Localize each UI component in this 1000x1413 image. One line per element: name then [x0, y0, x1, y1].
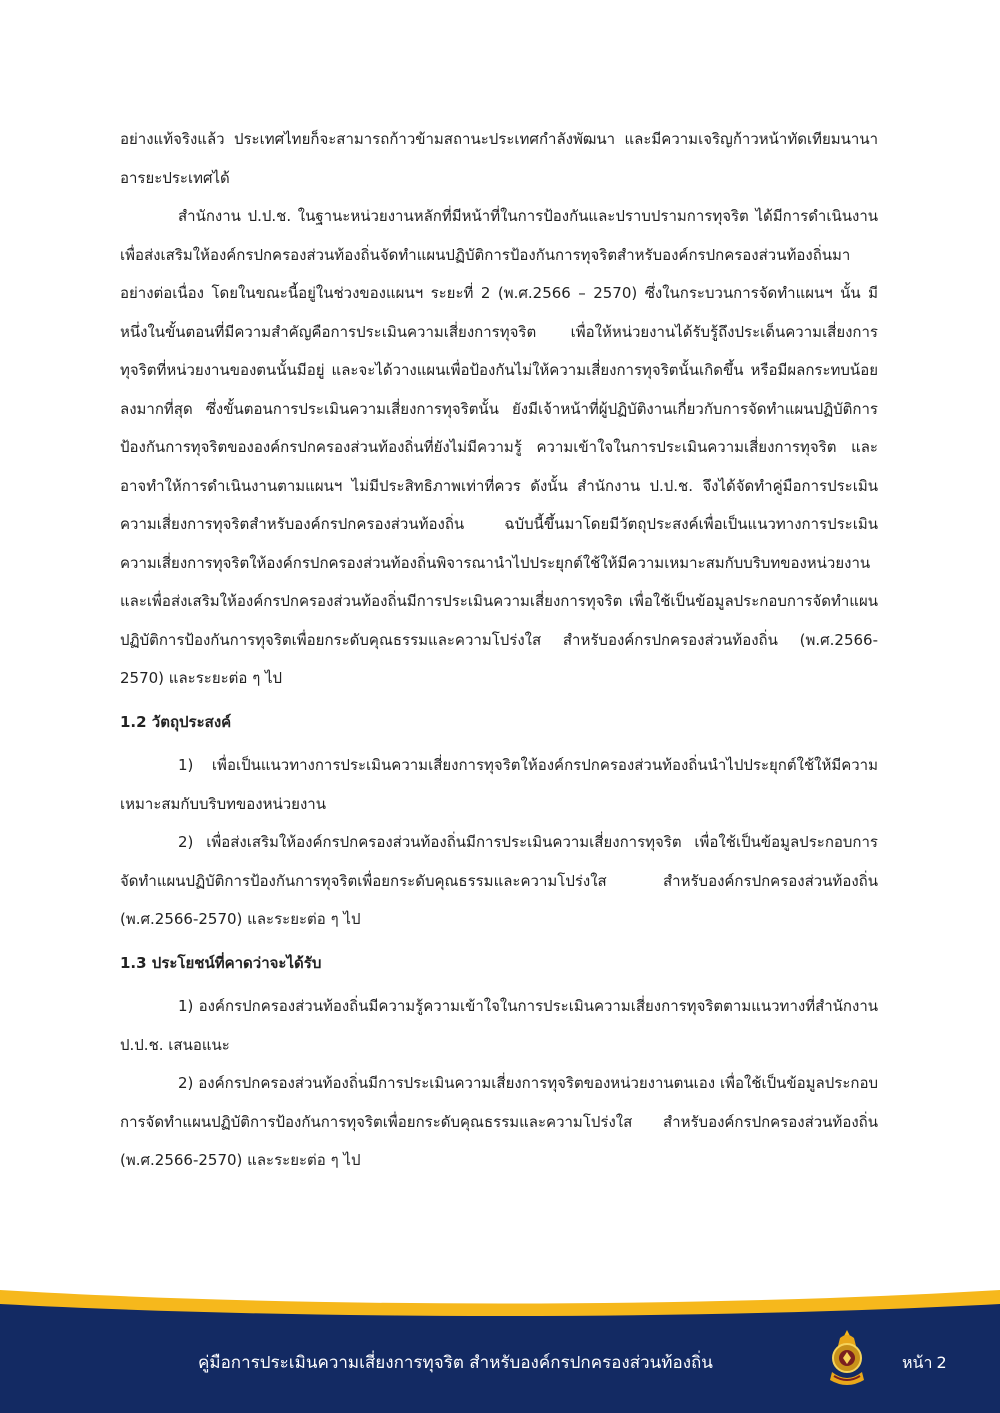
page-number-value: 2 [936, 1353, 947, 1372]
page-label-text: หน้า [902, 1353, 933, 1372]
nacc-seal-icon [822, 1328, 872, 1392]
benefit-item: 1) องค์กรปกครองส่วนท้องถิ่นมีความรู้ความเข้าใจในการประเมินความเสี่ยงการทุจริตตามแนวทางที่สำนักงาน ป.ป.ช. เสนอแนะ [120, 997, 878, 1054]
background-paragraph: สำนักงาน ป.ป.ช. ในฐานะหน่วยงานหลักที่มีหน้าที่ในการป้องกันและปราบปรามการทุจริต ได้มีการดำเนินงานเพื่อส่งเสริมให้องค์กรปกครองส่วนท้องถิ่นจัดทำแผนปฏิบัติการป้องกันการทุจริตสำหรับองค์กรปกครองส่วนท้องถิ่นมาอย่างต่อเนื่อง โดยในขณะนี้อยู่ในช่วงของแผนฯ ระยะที่ 2 (พ.ศ.2566 – 2570) ซึ่งในกระบวนการจัดทำแผนฯ นั้น มีหนึ่งในขั้นตอนที่มีความสำคัญคือการประเมินความเสี่ยงการทุจริต เพื่อให้หน่วยงานได้รับรู้ถึงประเด็นความเสี่ยงการทุจริตที่หน่วยงานของตนนั้นมีอยู่ และจะได้วางแผนเพื่อป้องกันไม่ให้ความเสี่ยงการทุจริตนั้นเกิดขึ้น หรือมีผลกระทบน้อยลงมากที่สุด ซึ่งขั้นตอนการประเมินความเสี่ยงการทุจริตนั้น ยังมีเจ้าหน้าที่ผู้ปฏิบัติงานเกี่ยวกับการจัดทำแผนปฏิบัติการป้องกันการทุจริตขององค์กรปกครองส่วนท้องถิ่นที่ยังไม่มีความรู้ ความเข้าใจในการประเมินความเสี่ยงการทุจริต และอาจทำให้การดำเนินงานตามแผนฯ ไม่มีประสิทธิภาพเท่าที่ควร ดังนั้น สำนักงาน ป.ป.ช. จึงได้จัดทำคู่มือการประเมินความเสี่ยงการทุจริตสำหรับองค์กรปกครองส่วนท้องถิ่น ฉบับนี้ขึ้นมาโดยมีวัตถุประสงค์เพื่อเป็นแนวทางการประเมินความเสี่ยงการทุจริตให้องค์กรปกครองส่วนท้องถิ่นพิจารณานำไปประยุกต์ใช้ให้มีความเหมาะสมกับบริบทของหน่วยงาน และเพื่อส่งเสริมให้องค์กรปกครองส่วนท้องถิ่นมีการประเมินความเสี่ยงการทุจริต เพื่อใช้เป็นข้อมูลประกอบการจัดทำแผนปฏิบัติการป้องกันการทุจริตเพื่อยกระดับคุณธรรมและความโปร่งใส สำหรับองค์กรปกครองส่วนท้องถิ่น (พ.ศ.2566-2570) และระยะต่อ ๆ ไป [120, 207, 878, 687]
document-body [120, 120, 878, 1180]
section-heading-benefits: 1.3 ประโยชน์ที่คาดว่าจะได้รับ [120, 953, 322, 972]
footer-title: คู่มือการประเมินความเสี่ยงการทุจริต สำหรับองค์กรปกครองส่วนท้องถิ่น [198, 1353, 713, 1373]
objective-item: 2) เพื่อส่งเสริมให้องค์กรปกครองส่วนท้องถิ่นมีการประเมินความเสี่ยงการทุจริต เพื่อใช้เป็นข้อมูลประกอบการจัดทำแผนปฏิบัติการป้องกันการทุจริตเพื่อยกระดับคุณธรรมและความโปร่งใส สำหรับองค์กรปกครองส่วนท้องถิ่น (พ.ศ.2566-2570) และระยะต่อ ๆ ไป [120, 833, 878, 928]
benefit-item: 2) องค์กรปกครองส่วนท้องถิ่นมีการประเมินความเสี่ยงการทุจริตของหน่วยงานตนเอง เพื่อใช้เป็นข้อมูลประกอบการจัดทำแผนปฏิบัติการป้องกันการทุจริตเพื่อยกระดับคุณธรรมและความโปร่งใส สำหรับองค์กรปกครองส่วนท้องถิ่น (พ.ศ.2566-2570) และระยะต่อ ๆ ไป [120, 1074, 878, 1169]
objective-item: 1) เพื่อเป็นแนวทางการประเมินความเสี่ยงการทุจริตให้องค์กรปกครองส่วนท้องถิ่นนำไปประยุกต์ใช้ให้มีความเหมาะสมกับบริบทของหน่วยงาน [120, 756, 878, 813]
section-heading-objectives: 1.2 วัตถุประสงค์ [120, 712, 232, 731]
intro-tail-paragraph: อย่างแท้จริงแล้ว ประเทศไทยก็จะสามารถก้าวข้ามสถานะประเทศกำลังพัฒนา และมีความเจริญก้าวหน้าทัดเทียมนานาอารยะประเทศได้ [120, 130, 878, 187]
page-number [898, 1351, 947, 1376]
page-footer [0, 1290, 1000, 1413]
